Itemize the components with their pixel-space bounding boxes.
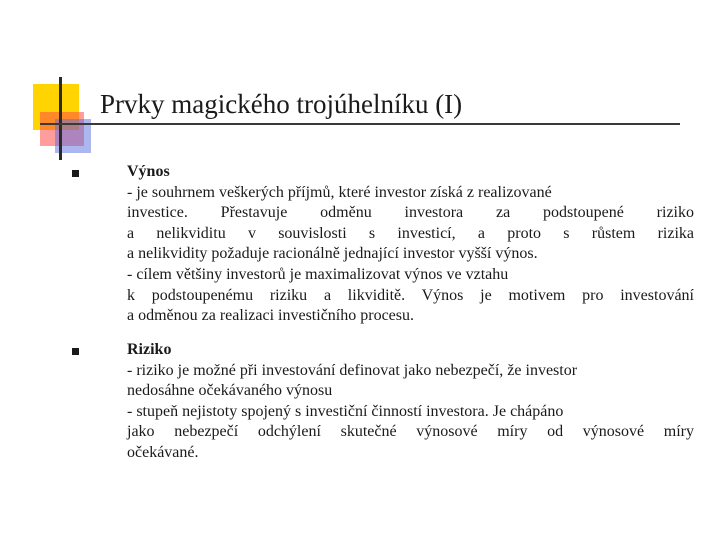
bullet-text-line: - je souhrnem veškerých příjmů, které investor získá z realizované <box>127 183 552 201</box>
bullet-item-riziko <box>72 340 694 464</box>
decor-vertical-line <box>59 77 62 160</box>
bullet-item-vynos <box>72 162 694 327</box>
bullet-heading: Riziko <box>127 341 172 358</box>
bullet-text-line: a odměnou za realizaci investičního procesu. <box>127 307 414 325</box>
title-underline <box>40 123 680 125</box>
slide-title: Prvky magického trojúhelníku (I) <box>100 89 463 119</box>
bullet-text-line: a nelikvidity požaduje racionálně jednající investor vyšší výnos. <box>127 245 538 263</box>
bullet-text-line: a nelikviditu v souvislosti s investicí, a proto s růstem rizika <box>127 224 694 242</box>
bullet-content <box>127 340 694 464</box>
bullet-text-line: - stupeň nejistoty spojený s investiční činností investora. Je chápáno <box>127 402 564 420</box>
bullet-heading: Výnos <box>127 163 170 180</box>
bullet-text-line: - cílem většiny investorů je maximalizovat výnos ve vztahu <box>127 265 509 283</box>
bullet-text-line: nedosáhne očekávaného výnosu <box>127 382 333 400</box>
square-bullet-icon <box>72 348 79 355</box>
bullet-text-line: k podstoupenému riziku a likviditě. Výnos je motivem pro investování <box>127 286 694 304</box>
bullet-text-line: očekávané. <box>127 443 199 461</box>
bullet-text-line: jako nebezpečí odchýlení skutečné výnosové míry od výnosové míry <box>127 423 694 441</box>
bullet-text-line: - riziko je možné při investování definovat jako nebezpečí, že investor <box>127 361 578 379</box>
bullet-content <box>127 162 694 327</box>
bullet-text-line: investice. Přestavuje odměnu investora za podstoupené riziko <box>127 204 694 222</box>
square-bullet-icon <box>72 170 79 177</box>
